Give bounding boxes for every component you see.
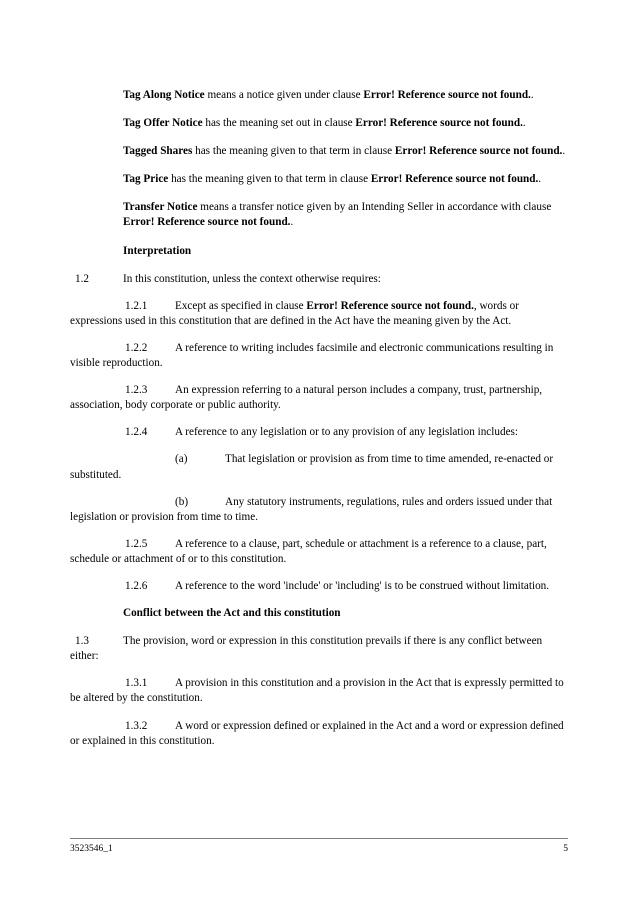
definition-term: Transfer Notice [123,201,198,214]
error-reference: Error! Reference source not found. [306,299,474,312]
clause-1-2-2 [70,341,566,383]
definition-text: means a notice given under clause [204,89,364,101]
definition-text: means a transfer notice given by an Intending Seller in accordance with clause [197,201,552,214]
section-heading-conflict: Conflict between the Act and this constitution [123,607,341,620]
definition-text: has the meaning given to that term in clause [192,145,395,158]
clause-text: A reference to a clause, part, schedule or attachment is a reference to a clause, part, schedule or attachment of or to this constitution. [70,537,547,565]
definition-paragraph [123,200,566,243]
clause-text: The provision, word or expression in this constitution prevails if there is any conflict between either: [70,635,543,663]
definition-tail: . [538,173,542,186]
footer-document-reference: 3523546_1 [70,844,113,854]
definition-paragraph [123,144,566,172]
clause-text-post: , words or expressions used in this constitution that are defined in the Act have the meaning given by the Act. [70,299,519,327]
definition-paragraph [123,88,566,116]
definition-text: has the meaning set out in clause [202,117,356,130]
clause-text: That legislation or provision as from time to time amended, re-enacted or substituted. [70,453,554,481]
clause-number: 1.2.1 [125,299,148,312]
section-heading-interpretation: Interpretation [123,244,192,257]
clause-1-2-5 [70,537,566,579]
clause-1-3-2 [70,719,566,761]
error-reference: Error! Reference source not found. [355,117,523,130]
clause-marker: (a) [175,453,188,466]
error-reference: Error! Reference source not found. [363,89,531,101]
definition-paragraph [123,116,566,144]
page-footer [70,838,568,856]
clause-text: An expression referring to a natural person includes a company, trust, partnership, association, body corporate or public authority. [70,384,543,412]
clause-1-2 [70,272,566,299]
clause-number: 1.3.1 [125,677,148,690]
footer-page-number: 5 [563,844,568,854]
clause-number: 1.2.3 [125,384,148,397]
clause-number: 1.3 [75,635,89,648]
footer-content [70,839,568,856]
clause-text-pre: Except as specified in clause [175,299,307,312]
clause-1-2-4-a [70,452,566,494]
clause-1-2-4-b [70,495,566,537]
clause-1-2-1 [70,299,566,341]
clause-1-3 [70,634,566,676]
definition-term: Tag Price [123,173,169,186]
definition-term: Tag Offer Notice [123,117,203,130]
clause-text: A reference to writing includes facsimile and electronic communications resulting in visible reproduction. [70,341,554,370]
clause-text: A reference to any legislation or to any provision of any legislation includes: [175,426,518,439]
clause-1-2-6 [70,579,566,606]
clause-marker: (b) [175,495,189,508]
error-reference: Error! Reference source not found. [370,173,539,186]
definition-tail: . [530,89,534,101]
clause-text: Any statutory instruments, regulations, rules and orders issued under that legislation or provision from time to time. [70,495,553,523]
error-reference: Error! Reference source not found. [394,145,563,158]
page-content [70,88,566,761]
definition-text: has the meaning given to that term in clause [168,173,371,186]
clause-number: 1.2.4 [125,426,148,439]
clause-1-2-4 [70,425,566,452]
clause-number: 1.2.6 [125,579,148,592]
clause-1-3-1 [70,676,566,718]
definition-term: Tagged Shares [123,145,193,158]
definition-paragraph [123,172,566,200]
definition-tail: . [562,145,566,158]
clause-number: 1.2.5 [125,537,148,550]
definition-term: Tag Along Notice [123,89,205,101]
clause-1-2-3 [70,383,566,425]
clause-text: In this constitution, unless the context otherwise requires: [123,272,381,285]
clause-number: 1.2.2 [125,341,148,354]
clause-number: 1.3.2 [125,719,148,732]
error-reference: Error! Reference source not found. [123,216,291,229]
definition-tail: . [522,117,526,130]
definition-tail: . [290,216,294,229]
clause-text: A reference to the word 'include' or 'including' is to be construed without limitation. [175,579,550,592]
clause-text: A word or expression defined or explained in the Act and a word or expression defined or explained in this constitution. [70,719,564,747]
clause-number: 1.2 [75,272,89,285]
clause-text: A provision in this constitution and a provision in the Act that is expressly permitted to be altered by the constitution. [70,677,564,705]
